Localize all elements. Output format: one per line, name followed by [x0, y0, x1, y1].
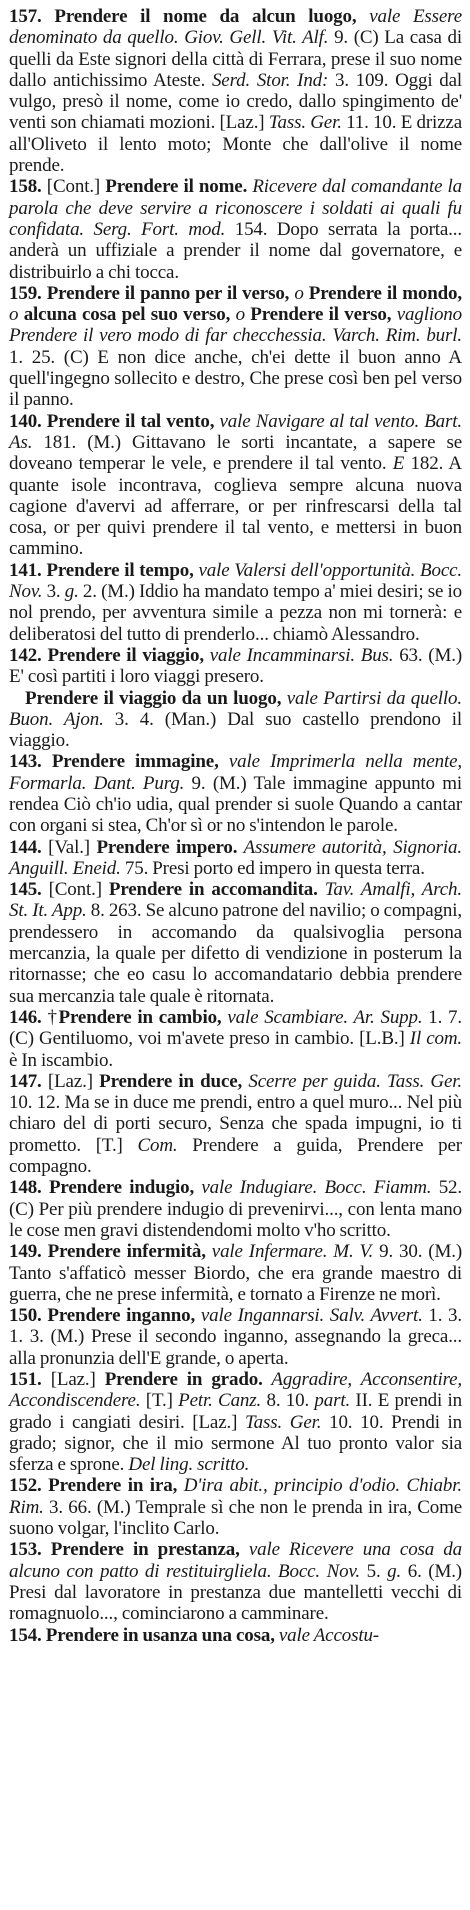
- body-text: 1. 25. (C) E non dice anche, ch'ei dette il buon anno A quell'ingegno sollecito e destro, Che prese così ben pel verso il panno.: [9, 346, 462, 411]
- body-text: 75. Presi porto ed impero in questa terra.: [120, 857, 425, 879]
- italic-text: vagliono Prendere il vero modo di far checchessia. Varch. Rim. burl.: [9, 304, 462, 347]
- entry-number: 143.: [9, 751, 42, 773]
- entry-number: 142.: [9, 644, 42, 666]
- body-text: [Laz.]: [41, 1369, 96, 1390]
- dictionary-entry: [9, 879, 462, 1007]
- italic-text: Tav. Amalfi, Arch. St. It. App.: [9, 879, 463, 922]
- entry-headword: Prendere il tempo,: [41, 559, 194, 581]
- dictionary-entry: [9, 1071, 462, 1177]
- dictionary-entry: [9, 1625, 462, 1646]
- italic-text: vale Imprimerla nella mente, Formarla. Dant. Purg.: [9, 751, 462, 794]
- dictionary-entry: [9, 560, 462, 645]
- italic-text: o: [9, 304, 19, 326]
- italic-text: Il com.: [404, 1028, 462, 1050]
- entry-number: 148.: [9, 1177, 42, 1199]
- body-text: 11. 10. E drizza all'Oliveto il lento moto; Monte che dall'olive il nome prende.: [9, 112, 462, 177]
- entry-number: 159.: [9, 282, 42, 304]
- entry-headword: alcuna cosa pel suo verso,: [18, 304, 231, 326]
- body-text: 1. 7. (C) Gentiluomo, voi m'avete preso in cambio. [L.B.]: [9, 1006, 463, 1050]
- italic-text: Del ling. scritto.: [124, 1454, 250, 1476]
- entry-headword: Prendere il viaggio,: [41, 644, 204, 666]
- entry-number: 152.: [9, 1475, 42, 1497]
- dictionary-entry: [9, 645, 462, 688]
- entry-headword: Prendere il panno per il verso,: [41, 282, 290, 304]
- body-text: 1. 3. 1. 3. (M.) Prese il secondo inganno, assegnando la greca... alla pronunzia dell'E grande, o aperta.: [9, 1305, 462, 1369]
- body-text: Prendere a guida, Prendere per compagno.: [9, 1134, 462, 1178]
- dictionary-entry: [9, 1007, 462, 1071]
- entry-number: 140.: [9, 410, 42, 432]
- body-text: 2. (M.) Iddio ha mandato tempo a' miei desiri; se io nol prendo, per avventura simile a pezza non mi tornerà: e deliberatosi del tutto di prenderlo... chiamò Alessandro.: [9, 581, 462, 645]
- entry-headword: Prendere in prestanza,: [41, 1539, 240, 1561]
- entry-number: 158.: [9, 176, 42, 198]
- dictionary-entry: [9, 411, 462, 560]
- entry-headword: Prendere il nome.: [100, 176, 248, 198]
- body-text: 10. 10. Prendi in grado; signor, che il mio sermone Al tuo pronto valor sia sferza e sprone.: [9, 1411, 463, 1476]
- body-text: 8. 263. Se alcuno patrone del navilio; o compagni, prendessero in accomando da qualsivoglia persona mercanzia, la quale per difetto di vendizione in posterum la ritornasse; che eo casu lo accomandatario debbia prendere sua mercanzia tale quale è ritornata.: [9, 900, 462, 1007]
- body-text: 3. 109. Oggi dal vulgo, presò il nome, come io credo, dallo spingimento de' venti son chiamati mozioni. [Laz.]: [9, 69, 462, 134]
- entry-number: 154.: [9, 1624, 42, 1646]
- entry-headword: Prendere il tal vento,: [41, 410, 215, 432]
- entry-headword: Prendere il verso,: [244, 304, 392, 326]
- entry-number: 149.: [9, 1241, 42, 1263]
- body-text: 3.: [42, 581, 61, 603]
- italic-text: vale Ricevere una cosa da alcuno con patto di restituirgliela. Bocc. Nov.: [9, 1539, 462, 1582]
- dictionary-entry: [9, 176, 462, 282]
- italic-text: vale Navigare al tal vento. Bart. As.: [9, 410, 462, 453]
- italic-text: vale Ingannarsi. Salv. Avvert.: [195, 1305, 423, 1327]
- italic-text: g.: [380, 1560, 402, 1582]
- body-text: [Laz.]: [41, 1070, 93, 1092]
- entry-headword: Prendere infermità,: [41, 1241, 206, 1263]
- entry-headword: Prendere in cambio,: [58, 1006, 222, 1028]
- italic-text: vale Valersi dell'opportunità. Bocc. Nov.: [9, 559, 462, 603]
- italic-text: Assumere autorità, Signoria. Anguill. Eneid.: [9, 836, 462, 879]
- body-text: 63. (M.) E' così partiti i loro viaggi presero.: [9, 644, 463, 688]
- entry-number: 144.: [9, 836, 42, 858]
- italic-text: vale Incamminarsi. Bus.: [203, 644, 394, 666]
- entry-headword: Prendere il viaggio da un luogo,: [25, 687, 282, 709]
- body-text: [Cont.]: [41, 879, 102, 901]
- entry-number: 141.: [9, 559, 42, 581]
- italic-text: Ricevere dal comandante la parola che deve servire a riconoscere i soldati ai quali fu confidata. Serg. Fort. mod.: [9, 176, 463, 240]
- body-text: †: [41, 1006, 59, 1028]
- dictionary-entry: [9, 1475, 462, 1539]
- entry-number: 151.: [9, 1369, 42, 1390]
- dictionary-entry: [9, 751, 462, 836]
- entry-headword: Prendere impero.: [89, 836, 238, 858]
- italic-text: Tass. Ger.: [264, 112, 342, 134]
- body-text: 9. (C) La casa di quelli da Este signori della città di Ferrara, prese il suo nome dallo antichissimo Ateste.: [9, 27, 463, 91]
- dictionary-entry: [9, 837, 462, 880]
- italic-text: Aggradire, Acconsentire, Accondiscendere.: [9, 1369, 462, 1412]
- italic-text: Serd. Stor. Ind:: [205, 69, 329, 91]
- body-text: 9. (M.) Tale immagine appunto mi rendea Ciò ch'io udia, qual prender si suole Quando a cantar con organi si stea, Ch'or sì or no s'intendon le parole.: [9, 772, 462, 837]
- entry-headword: Prendere in usanza una cosa,: [41, 1624, 275, 1646]
- entry-headword: Prendere immagine,: [41, 751, 219, 773]
- body-text: 6. (M.) Presi dal lavoratore in prestanza due mantelletti vecchi di romagnuolo..., cominciarono a camminare.: [9, 1560, 462, 1625]
- entry-headword: Prendere in duce,: [92, 1070, 243, 1092]
- entry-headword: Prendere inganno,: [41, 1305, 196, 1327]
- body-text: [T.]: [140, 1390, 173, 1412]
- body-text: 3. 4. (Man.) Dal suo castello prendono il viaggio.: [9, 708, 463, 752]
- italic-text: o: [289, 282, 304, 304]
- entry-number: 153.: [9, 1539, 42, 1561]
- entry-headword: Prendere il nome da alcun luogo,: [41, 6, 357, 27]
- body-text: 182. A quante isole incontrava, coglieva sempre alcuna nuova cagione d'avervi ad afferrare, or per rinfrescarsi della tal cosa, or per quivi prendere il tal vento, e mettersi in buon cammino.: [9, 453, 463, 560]
- italic-text: vale Scambiare. Ar. Supp.: [221, 1006, 423, 1028]
- italic-text: vale Infermare. M. V.: [205, 1241, 374, 1263]
- dictionary-entry: [9, 1177, 462, 1241]
- italic-text: D'ira abit., principio d'odio. Chiabr. Rim.: [9, 1475, 462, 1518]
- italic-text: Petr. Canz.: [172, 1390, 262, 1412]
- body-text: II. E prendi in grado i cangiati desiri. [Laz.]: [9, 1390, 462, 1433]
- italic-text: vale Indugiare. Bocc. Fiamm.: [194, 1177, 432, 1199]
- body-text: 181. (M.) Gittavano le sorti incantate, a sapere se doveano temperar le vele, e prendere il tal vento.: [9, 431, 462, 475]
- entry-headword: Prendere indugio,: [41, 1177, 195, 1199]
- italic-text: E: [386, 453, 405, 475]
- dictionary-entry: [9, 1539, 462, 1624]
- body-text: 9. 30. (M.) Tanto s'affaticò messer Biordo, che era grande maestro di guerra, che ne prese infermità, e tornato a Firenze ne morì.: [9, 1241, 462, 1305]
- dictionary-entry: [9, 1241, 462, 1305]
- italic-text: vale Partirsi da quello. Buon. Ajon.: [9, 687, 462, 730]
- entry-headword: Prendere il mondo,: [303, 282, 463, 304]
- entry-number: 157.: [9, 6, 42, 27]
- entry-headword: Prendere in grado.: [95, 1369, 263, 1390]
- body-text: 3. 66. (M.) Temprale sì che non le prenda in ira, Come suono volgar, l'inclito Carlo.: [9, 1496, 462, 1540]
- dictionary-subentry: [9, 688, 462, 752]
- italic-text: vale Essere denominato da quello. Giov. Gell. Vit. Alf.: [9, 6, 462, 49]
- italic-text: part.: [309, 1390, 351, 1412]
- entry-number: 146.: [9, 1006, 42, 1028]
- dictionary-entry: [9, 1369, 462, 1475]
- body-text: [Val.]: [41, 836, 90, 858]
- italic-text: Scerre per guida. Tass. Ger.: [242, 1070, 462, 1092]
- italic-text: vale Accostu-: [274, 1624, 379, 1646]
- entry-headword: Prendere in accomandita.: [101, 879, 318, 901]
- italic-text: Tass. Ger.: [237, 1411, 322, 1433]
- dictionary-entry: [9, 6, 462, 176]
- dictionary-entry: [9, 283, 462, 411]
- body-text: [Cont.]: [41, 176, 101, 198]
- italic-text: Com.: [122, 1134, 178, 1156]
- entry-number: 147.: [9, 1070, 42, 1092]
- body-text: 52. (C) Per più prendere indugio di prevenirvi..., con lenta mano le cose men gravi distendendomi molto v'ho scritto.: [9, 1177, 463, 1241]
- entry-number: 145.: [9, 879, 42, 901]
- body-text: 5.: [359, 1560, 381, 1582]
- entry-headword: Prendere in ira,: [41, 1475, 178, 1497]
- italic-text: g.: [60, 581, 79, 603]
- entry-number: 150.: [9, 1305, 42, 1327]
- body-text: 10. 12. Ma se in duce me prendi, entro a quel muro... Nel più chiaro del di porti securo, Senza che spada impugni, io ti prometto. [T.]: [9, 1092, 462, 1156]
- body-text: 154. Dopo serrata la porta... anderà un uffiziale a prender il nome dal governatore, e distribuirlo a chi tocca.: [9, 218, 462, 283]
- body-text: 8. 10.: [261, 1390, 310, 1412]
- italic-text: o: [230, 304, 245, 326]
- body-text: è In iscambio.: [9, 1049, 114, 1071]
- dictionary-entry: [9, 1305, 462, 1369]
